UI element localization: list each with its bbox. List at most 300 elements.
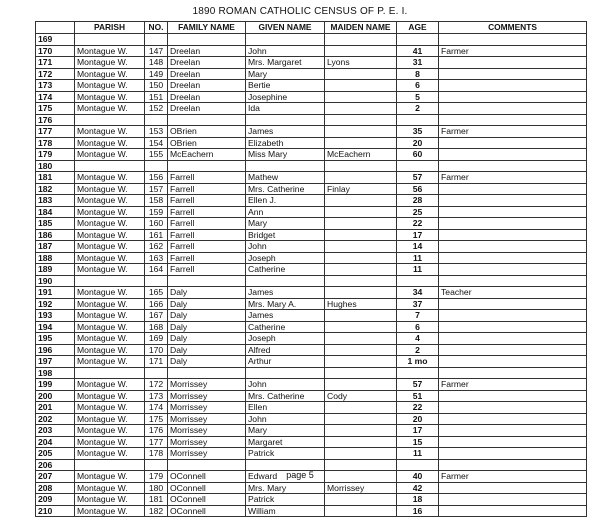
cell-parish <box>75 367 145 379</box>
cell-parish: Montague W. <box>75 333 145 345</box>
cell-row-number: 193 <box>36 310 75 322</box>
census-body <box>36 34 587 517</box>
cell-parish: Montague W. <box>75 448 145 460</box>
cell-family-name: OConnell <box>168 482 246 494</box>
table-row <box>36 367 587 379</box>
cell-maiden-name: Hughes <box>325 298 397 310</box>
cell-comments <box>439 321 587 333</box>
cell-given-name: Mary <box>246 425 325 437</box>
cell-row-number: 200 <box>36 390 75 402</box>
cell-entry-no: 161 <box>145 229 168 241</box>
cell-comments <box>439 195 587 207</box>
table-row <box>36 160 587 172</box>
header-row-number <box>36 22 75 34</box>
cell-maiden-name <box>325 310 397 322</box>
cell-age: 25 <box>397 206 439 218</box>
cell-family-name: Dreelan <box>168 68 246 80</box>
cell-comments <box>439 459 587 471</box>
cell-parish: Montague W. <box>75 344 145 356</box>
cell-comments <box>439 436 587 448</box>
table-row <box>36 206 587 218</box>
table-row <box>36 356 587 368</box>
cell-maiden-name <box>325 505 397 517</box>
cell-entry-no: 167 <box>145 310 168 322</box>
table-row <box>36 310 587 322</box>
cell-age <box>397 367 439 379</box>
table-row <box>36 287 587 299</box>
cell-row-number: 207 <box>36 471 75 483</box>
cell-comments <box>439 275 587 287</box>
cell-row-number: 209 <box>36 494 75 506</box>
cell-age: 35 <box>397 126 439 138</box>
cell-parish: Montague W. <box>75 195 145 207</box>
cell-given-name: Elizabeth <box>246 137 325 149</box>
cell-entry-no <box>145 34 168 46</box>
table-row <box>36 448 587 460</box>
cell-family-name: Farrell <box>168 172 246 184</box>
table-row <box>36 494 587 506</box>
table-row <box>36 459 587 471</box>
cell-age: 4 <box>397 333 439 345</box>
cell-age: 20 <box>397 413 439 425</box>
cell-entry-no <box>145 459 168 471</box>
table-row <box>36 390 587 402</box>
cell-row-number: 189 <box>36 264 75 276</box>
cell-row-number: 192 <box>36 298 75 310</box>
cell-age: 11 <box>397 264 439 276</box>
cell-age: 2 <box>397 103 439 115</box>
table-row <box>36 91 587 103</box>
cell-comments <box>439 252 587 264</box>
cell-maiden-name <box>325 367 397 379</box>
cell-parish: Montague W. <box>75 482 145 494</box>
table-row <box>36 137 587 149</box>
cell-parish: Montague W. <box>75 103 145 115</box>
cell-family-name: Morrissey <box>168 390 246 402</box>
cell-maiden-name <box>325 68 397 80</box>
cell-comments <box>439 333 587 345</box>
cell-age: 1 mo <box>397 356 439 368</box>
table-row <box>36 57 587 69</box>
cell-maiden-name <box>325 333 397 345</box>
table-row <box>36 436 587 448</box>
cell-family-name: Daly <box>168 356 246 368</box>
cell-entry-no: 173 <box>145 390 168 402</box>
table-row <box>36 321 587 333</box>
cell-age <box>397 34 439 46</box>
cell-given-name: Catherine <box>246 321 325 333</box>
cell-row-number: 185 <box>36 218 75 230</box>
cell-row-number: 199 <box>36 379 75 391</box>
cell-maiden-name <box>325 229 397 241</box>
header-parish: PARISH <box>75 22 145 34</box>
cell-family-name: Dreelan <box>168 103 246 115</box>
cell-given-name: John <box>246 379 325 391</box>
table-row <box>36 264 587 276</box>
cell-comments <box>439 448 587 460</box>
cell-maiden-name <box>325 206 397 218</box>
table-row <box>36 229 587 241</box>
cell-family-name: Farrell <box>168 241 246 253</box>
table-row <box>36 252 587 264</box>
cell-row-number: 173 <box>36 80 75 92</box>
cell-age: 16 <box>397 505 439 517</box>
cell-maiden-name <box>325 252 397 264</box>
cell-given-name: Mathew <box>246 172 325 184</box>
cell-entry-no: 171 <box>145 356 168 368</box>
cell-parish: Montague W. <box>75 402 145 414</box>
cell-family-name: Farrell <box>168 218 246 230</box>
header-given-name: GIVEN NAME <box>246 22 325 34</box>
cell-comments <box>439 218 587 230</box>
cell-parish: Montague W. <box>75 126 145 138</box>
cell-family-name: McEachern <box>168 149 246 161</box>
cell-entry-no: 181 <box>145 494 168 506</box>
cell-row-number: 191 <box>36 287 75 299</box>
cell-age: 18 <box>397 494 439 506</box>
cell-entry-no: 157 <box>145 183 168 195</box>
cell-comments <box>439 206 587 218</box>
cell-family-name <box>168 114 246 126</box>
table-row <box>36 241 587 253</box>
cell-comments <box>439 356 587 368</box>
table-row <box>36 344 587 356</box>
cell-family-name: OBrien <box>168 126 246 138</box>
cell-row-number: 194 <box>36 321 75 333</box>
table-row <box>36 298 587 310</box>
cell-parish: Montague W. <box>75 172 145 184</box>
cell-maiden-name <box>325 344 397 356</box>
cell-family-name: Farrell <box>168 195 246 207</box>
cell-row-number: 186 <box>36 229 75 241</box>
cell-maiden-name <box>325 45 397 57</box>
cell-given-name: Mrs. Catherine <box>246 390 325 402</box>
cell-age: 22 <box>397 402 439 414</box>
table-row <box>36 114 587 126</box>
cell-row-number: 201 <box>36 402 75 414</box>
cell-age: 40 <box>397 471 439 483</box>
cell-row-number: 184 <box>36 206 75 218</box>
table-row <box>36 482 587 494</box>
cell-family-name: Morrissey <box>168 425 246 437</box>
cell-parish: Montague W. <box>75 390 145 402</box>
cell-comments <box>439 229 587 241</box>
cell-parish: Montague W. <box>75 321 145 333</box>
cell-row-number: 170 <box>36 45 75 57</box>
cell-comments <box>439 505 587 517</box>
header-maiden-name: MAIDEN NAME <box>325 22 397 34</box>
cell-family-name: Daly <box>168 287 246 299</box>
cell-row-number: 204 <box>36 436 75 448</box>
cell-comments <box>439 149 587 161</box>
cell-row-number: 183 <box>36 195 75 207</box>
cell-entry-no: 147 <box>145 45 168 57</box>
cell-age: 2 <box>397 344 439 356</box>
cell-age: 42 <box>397 482 439 494</box>
cell-maiden-name <box>325 413 397 425</box>
cell-parish: Montague W. <box>75 436 145 448</box>
cell-parish <box>75 275 145 287</box>
table-row <box>36 45 587 57</box>
header-comments: COMMENTS <box>439 22 587 34</box>
cell-age: 17 <box>397 229 439 241</box>
table-row <box>36 126 587 138</box>
cell-given-name: James <box>246 310 325 322</box>
header-family-name: FAMILY NAME <box>168 22 246 34</box>
header-age: AGE <box>397 22 439 34</box>
cell-family-name: Dreelan <box>168 80 246 92</box>
cell-age: 37 <box>397 298 439 310</box>
cell-row-number: 179 <box>36 149 75 161</box>
cell-entry-no: 158 <box>145 195 168 207</box>
cell-family-name: Daly <box>168 298 246 310</box>
cell-comments: Farmer <box>439 172 587 184</box>
cell-comments: Teacher <box>439 287 587 299</box>
cell-parish: Montague W. <box>75 68 145 80</box>
cell-comments <box>439 68 587 80</box>
cell-age: 31 <box>397 57 439 69</box>
cell-entry-no: 179 <box>145 471 168 483</box>
cell-entry-no: 176 <box>145 425 168 437</box>
cell-row-number: 171 <box>36 57 75 69</box>
cell-age: 34 <box>397 287 439 299</box>
cell-given-name: Ellen J. <box>246 195 325 207</box>
cell-family-name: Morrissey <box>168 402 246 414</box>
cell-entry-no: 150 <box>145 80 168 92</box>
cell-entry-no: 148 <box>145 57 168 69</box>
table-row <box>36 425 587 437</box>
cell-given-name: Edward <box>246 471 325 483</box>
cell-family-name: Dreelan <box>168 57 246 69</box>
cell-comments <box>439 80 587 92</box>
cell-age: 14 <box>397 241 439 253</box>
cell-comments <box>439 34 587 46</box>
table-row <box>36 379 587 391</box>
cell-maiden-name: Morrissey <box>325 482 397 494</box>
cell-entry-no: 151 <box>145 91 168 103</box>
cell-family-name: OConnell <box>168 505 246 517</box>
cell-entry-no: 156 <box>145 172 168 184</box>
cell-family-name: Dreelan <box>168 91 246 103</box>
cell-row-number: 181 <box>36 172 75 184</box>
cell-comments <box>439 390 587 402</box>
cell-given-name: Ida <box>246 103 325 115</box>
cell-maiden-name <box>325 425 397 437</box>
table-row <box>36 34 587 46</box>
cell-maiden-name <box>325 160 397 172</box>
cell-family-name <box>168 367 246 379</box>
cell-family-name <box>168 34 246 46</box>
cell-maiden-name <box>325 103 397 115</box>
cell-family-name: Morrissey <box>168 413 246 425</box>
table-row <box>36 183 587 195</box>
cell-family-name: OConnell <box>168 494 246 506</box>
cell-maiden-name <box>325 34 397 46</box>
cell-maiden-name <box>325 494 397 506</box>
cell-given-name: Joseph <box>246 252 325 264</box>
cell-parish <box>75 114 145 126</box>
cell-entry-no: 162 <box>145 241 168 253</box>
cell-entry-no <box>145 275 168 287</box>
cell-parish <box>75 160 145 172</box>
cell-family-name: Farrell <box>168 264 246 276</box>
cell-family-name: OConnell <box>168 471 246 483</box>
cell-entry-no <box>145 160 168 172</box>
table-row <box>36 172 587 184</box>
cell-comments <box>439 241 587 253</box>
cell-maiden-name <box>325 459 397 471</box>
cell-parish: Montague W. <box>75 91 145 103</box>
cell-given-name: John <box>246 45 325 57</box>
cell-entry-no <box>145 367 168 379</box>
cell-row-number: 174 <box>36 91 75 103</box>
cell-comments: Farmer <box>439 126 587 138</box>
cell-row-number: 195 <box>36 333 75 345</box>
cell-given-name <box>246 275 325 287</box>
cell-entry-no: 152 <box>145 103 168 115</box>
cell-given-name: Ellen <box>246 402 325 414</box>
cell-row-number: 203 <box>36 425 75 437</box>
cell-parish: Montague W. <box>75 505 145 517</box>
cell-maiden-name: Cody <box>325 390 397 402</box>
cell-comments <box>439 494 587 506</box>
cell-entry-no: 177 <box>145 436 168 448</box>
cell-row-number: 180 <box>36 160 75 172</box>
cell-entry-no: 172 <box>145 379 168 391</box>
cell-family-name: Morrissey <box>168 436 246 448</box>
table-row <box>36 275 587 287</box>
cell-parish: Montague W. <box>75 425 145 437</box>
cell-age <box>397 160 439 172</box>
cell-maiden-name <box>325 321 397 333</box>
cell-maiden-name <box>325 264 397 276</box>
cell-given-name: Mrs. Margaret <box>246 57 325 69</box>
cell-family-name: Farrell <box>168 206 246 218</box>
cell-given-name <box>246 114 325 126</box>
cell-family-name <box>168 160 246 172</box>
cell-comments: Farmer <box>439 379 587 391</box>
cell-entry-no: 168 <box>145 321 168 333</box>
cell-parish: Montague W. <box>75 149 145 161</box>
cell-comments <box>439 344 587 356</box>
cell-maiden-name <box>325 218 397 230</box>
cell-entry-no <box>145 114 168 126</box>
cell-entry-no: 178 <box>145 448 168 460</box>
header-no: NO. <box>145 22 168 34</box>
cell-age <box>397 275 439 287</box>
cell-given-name: Alfred <box>246 344 325 356</box>
cell-maiden-name <box>325 172 397 184</box>
cell-given-name: Mrs. Mary A. <box>246 298 325 310</box>
cell-comments <box>439 413 587 425</box>
cell-parish: Montague W. <box>75 287 145 299</box>
cell-entry-no: 154 <box>145 137 168 149</box>
cell-entry-no: 169 <box>145 333 168 345</box>
cell-age: 17 <box>397 425 439 437</box>
cell-row-number: 176 <box>36 114 75 126</box>
cell-parish: Montague W. <box>75 264 145 276</box>
cell-maiden-name <box>325 287 397 299</box>
cell-age <box>397 459 439 471</box>
page-number: page 5 <box>286 470 314 480</box>
cell-row-number: 197 <box>36 356 75 368</box>
cell-row-number: 198 <box>36 367 75 379</box>
cell-comments: Farmer <box>439 45 587 57</box>
cell-given-name <box>246 367 325 379</box>
cell-given-name: Mary <box>246 218 325 230</box>
cell-row-number: 210 <box>36 505 75 517</box>
cell-family-name: Morrissey <box>168 379 246 391</box>
cell-given-name: Patrick <box>246 448 325 460</box>
cell-row-number: 188 <box>36 252 75 264</box>
cell-age: 41 <box>397 45 439 57</box>
cell-maiden-name <box>325 275 397 287</box>
cell-comments <box>439 264 587 276</box>
cell-given-name: Miss Mary <box>246 149 325 161</box>
cell-given-name: Joseph <box>246 333 325 345</box>
cell-maiden-name <box>325 356 397 368</box>
cell-maiden-name <box>325 126 397 138</box>
cell-parish: Montague W. <box>75 413 145 425</box>
cell-comments: Farmer <box>439 471 587 483</box>
cell-age: 60 <box>397 149 439 161</box>
table-row <box>36 413 587 425</box>
cell-given-name: Mary <box>246 68 325 80</box>
cell-row-number: 196 <box>36 344 75 356</box>
cell-given-name: Bridget <box>246 229 325 241</box>
cell-parish: Montague W. <box>75 45 145 57</box>
cell-entry-no: 159 <box>145 206 168 218</box>
cell-comments <box>439 183 587 195</box>
cell-given-name: John <box>246 413 325 425</box>
cell-row-number: 208 <box>36 482 75 494</box>
page-title: 1890 ROMAN CATHOLIC CENSUS OF P. E. I. <box>192 6 408 17</box>
cell-given-name: William <box>246 505 325 517</box>
cell-family-name: OBrien <box>168 137 246 149</box>
cell-age: 6 <box>397 321 439 333</box>
cell-comments <box>439 57 587 69</box>
cell-age: 15 <box>397 436 439 448</box>
cell-entry-no: 164 <box>145 264 168 276</box>
table-row <box>36 103 587 115</box>
cell-family-name <box>168 275 246 287</box>
cell-maiden-name <box>325 448 397 460</box>
cell-given-name: John <box>246 241 325 253</box>
cell-row-number: 182 <box>36 183 75 195</box>
cell-row-number: 190 <box>36 275 75 287</box>
cell-entry-no: 160 <box>145 218 168 230</box>
cell-parish: Montague W. <box>75 57 145 69</box>
census-table <box>35 21 587 517</box>
cell-maiden-name <box>325 137 397 149</box>
cell-entry-no: 170 <box>145 344 168 356</box>
cell-entry-no: 180 <box>145 482 168 494</box>
cell-parish: Montague W. <box>75 137 145 149</box>
cell-age: 57 <box>397 379 439 391</box>
cell-row-number: 177 <box>36 126 75 138</box>
cell-entry-no: 182 <box>145 505 168 517</box>
cell-given-name: James <box>246 287 325 299</box>
cell-family-name: Dreelan <box>168 45 246 57</box>
cell-parish: Montague W. <box>75 494 145 506</box>
cell-comments <box>439 310 587 322</box>
cell-row-number: 187 <box>36 241 75 253</box>
cell-entry-no: 175 <box>145 413 168 425</box>
cell-comments <box>439 482 587 494</box>
cell-parish: Montague W. <box>75 241 145 253</box>
cell-age: 22 <box>397 218 439 230</box>
cell-parish: Montague W. <box>75 183 145 195</box>
